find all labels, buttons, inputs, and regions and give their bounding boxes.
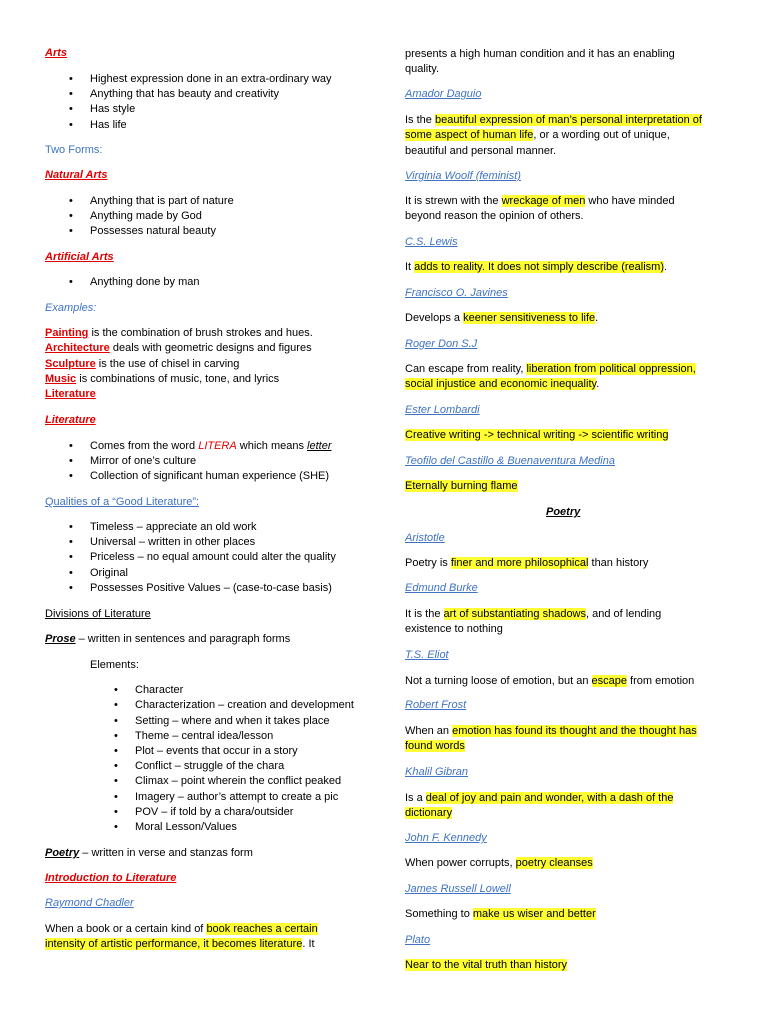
- sculpture-term: Sculpture: [45, 358, 96, 370]
- burke-line2: existence to nothing: [405, 623, 503, 635]
- list-item: • Anything that is part of nature: [90, 194, 234, 208]
- list-item: • Comes from the word LITERA which means letter: [90, 439, 332, 453]
- sculpture-line: Sculpture is the use of chisel in carving: [45, 358, 240, 370]
- daguio-line2: some aspect of human life, or a wording out of unique,: [405, 129, 670, 141]
- author-don: Roger Don S.J: [405, 338, 478, 350]
- poetry-heading: Poetry: [546, 506, 581, 518]
- list-item: • Anything made by God: [90, 209, 202, 223]
- woolf-line1: It is strewn with the wreckage of men who have minded: [405, 195, 675, 207]
- chandler-quote-line1: When a book or a certain kind of book reaches a certain: [45, 923, 318, 935]
- list-item: • Mirror of one’s culture: [90, 454, 196, 468]
- poetry-line: Poetry – written in verse and stanzas form: [45, 847, 253, 859]
- list-item: • Anything that has beauty and creativity: [90, 87, 279, 101]
- author-lombardi: Ester Lombardi: [405, 404, 480, 416]
- list-item: • Possesses Positive Values – (case-to-case basis): [90, 581, 332, 595]
- list-item: • Characterization – creation and development: [135, 698, 354, 712]
- author-daguio: Amador Daguio: [405, 88, 482, 100]
- frost-line1: When an emotion has found its thought and the thought has: [405, 725, 697, 737]
- daguio-line1: Is the beautiful expression of man’s personal interpretation of: [405, 114, 702, 126]
- list-item: • Original: [90, 566, 128, 580]
- author-frost: Robert Frost: [405, 699, 467, 711]
- list-item: • Climax – point wherein the conflict peaked: [135, 774, 341, 788]
- list-item: • Setting – where and when it takes place: [135, 714, 329, 728]
- list-item: • Moral Lesson/Values: [135, 820, 237, 834]
- author-kennedy: John F. Kennedy: [405, 832, 487, 844]
- lowell-line: Something to make us wiser and better: [405, 908, 596, 920]
- burke-line1: It is the art of substantiating shadows, and of lending: [405, 608, 662, 620]
- painting-term: Painting: [45, 327, 89, 339]
- eliot-line: Not a turning loose of emotion, but an escape from emotion: [405, 675, 695, 687]
- list-item: • Plot – events that occur in a story: [135, 744, 298, 758]
- prose-line: Prose – written in sentences and paragraph forms: [45, 633, 291, 645]
- lombardi-line: Creative writing -> technical writing -> scientific writing: [405, 429, 669, 441]
- don-line2: social injustice and economic inequality.: [405, 378, 600, 390]
- author-burke: Edmund Burke: [405, 582, 478, 594]
- divisions-label: Divisions of Literature: [45, 608, 151, 620]
- author-castillo: Teofilo del Castillo & Buenaventura Medina: [405, 455, 615, 467]
- castillo-line: Eternally burning flame: [405, 480, 518, 492]
- intro-heading: Introduction to Literature: [45, 872, 177, 884]
- gibran-line2: dictionary: [405, 807, 453, 819]
- author-eliot: T.S. Eliot: [405, 649, 449, 661]
- aristotle-line: Poetry is finer and more philosophical than history: [405, 557, 649, 569]
- continued-line1: presents a high human condition and it has an enabling: [405, 48, 675, 60]
- kennedy-line: When power corrupts, poetry cleanses: [405, 857, 593, 869]
- author-lowell: James Russell Lowell: [405, 883, 511, 895]
- list-item: • Has style: [90, 102, 135, 116]
- artificial-arts-heading: Artificial Arts: [45, 251, 114, 263]
- author-javines: Francisco O. Javines: [405, 287, 508, 299]
- natural-arts-heading: Natural Arts: [45, 169, 108, 181]
- author-plato: Plato: [405, 934, 431, 946]
- list-item: • Imagery – author’s attempt to create a pic: [135, 790, 338, 804]
- author-chandler: Raymond Chadler: [45, 897, 134, 909]
- elements-label: Elements:: [90, 659, 139, 671]
- literature-term: Literature: [45, 388, 96, 400]
- qualities-label: Qualities of a “Good Literature”:: [45, 496, 200, 508]
- list-item: • POV – if told by a chara/outsider: [135, 805, 293, 819]
- author-lewis: C.S. Lewis: [405, 236, 458, 248]
- architecture-term: Architecture: [45, 342, 110, 354]
- architecture-line: Architecture deals with geometric designs and figures: [45, 342, 312, 354]
- list-item: • Character: [135, 683, 183, 697]
- list-item: • Has life: [90, 118, 127, 132]
- author-woolf: Virginia Woolf (feminist): [405, 170, 521, 182]
- list-item: • Highest expression done in an extra-ordinary way: [90, 72, 332, 86]
- list-item: • Anything done by man: [90, 275, 199, 289]
- javines-line: Develops a keener sensitiveness to life.: [405, 312, 599, 324]
- chandler-quote-line2: intensity of artistic performance, it becomes literature. It: [45, 938, 315, 950]
- painting-line: Painting is the combination of brush strokes and hues.: [45, 327, 313, 339]
- frost-line2: found words: [405, 740, 465, 752]
- music-term: Music: [45, 373, 77, 385]
- continued-line2: quality.: [405, 63, 440, 75]
- author-gibran: Khalil Gibran: [405, 766, 468, 778]
- list-item: • Timeless – appreciate an old work: [90, 520, 257, 534]
- examples-label: Examples:: [45, 302, 97, 314]
- two-forms-label: Two Forms:: [45, 144, 103, 156]
- gibran-line1: Is a deal of joy and pain and wonder, with a dash of the: [405, 792, 674, 804]
- plato-line: Near to the vital truth than history: [405, 959, 568, 971]
- list-item: • Priceless – no equal amount could alter the quality: [90, 550, 336, 564]
- don-line1: Can escape from reality, liberation from political oppression,: [405, 363, 696, 375]
- list-item: • Theme – central idea/lesson: [135, 729, 273, 743]
- literature-heading: Literature: [45, 414, 96, 426]
- list-item: • Universal – written in other places: [90, 535, 255, 549]
- daguio-line3: beautiful and personal manner.: [405, 145, 557, 157]
- list-item: • Conflict – struggle of the chara: [135, 759, 284, 773]
- prose-term: Prose: [45, 633, 76, 645]
- music-line: Music is combinations of music, tone, and lyrics: [45, 373, 280, 385]
- arts-heading: Arts: [45, 47, 68, 59]
- lewis-line: It adds to reality. It does not simply describe (realism).: [405, 261, 668, 273]
- list-item: • Possesses natural beauty: [90, 224, 216, 238]
- poetry-term: Poetry: [45, 847, 80, 859]
- list-item: • Collection of significant human experience (SHE): [90, 469, 329, 483]
- author-aristotle: Aristotle: [405, 532, 445, 544]
- woolf-line2: beyond reason the opinion of others.: [405, 210, 584, 222]
